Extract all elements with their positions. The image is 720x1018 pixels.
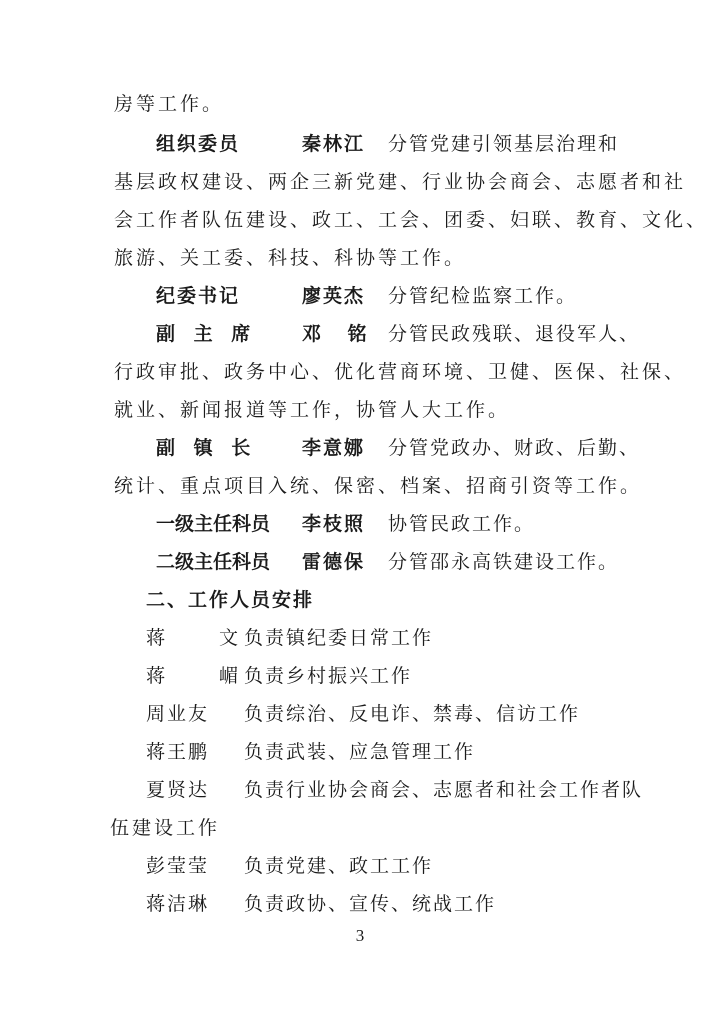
staff-name: 彭莹莹	[146, 855, 210, 877]
official-role: 副 镇 长	[156, 437, 257, 459]
official-name: 李意娜	[302, 437, 366, 459]
duty-continuation: 会工作者队伍建设、政工、工会、团委、妇联、教育、文化、	[114, 209, 709, 231]
duty-continuation: 基层政权建设、两企三新党建、行业协会商会、志愿者和社	[114, 171, 687, 193]
staff-name: 蒋 文	[146, 627, 263, 649]
official-duty: 分管党政办、财政、后勤、	[388, 437, 641, 459]
official-role: 副 主 席	[156, 323, 257, 345]
staff-duty: 负责镇纪委日常工作	[244, 627, 434, 649]
official-role: 一级主任科员	[156, 513, 271, 535]
official-name: 廖英杰	[302, 285, 366, 307]
official-duty: 分管纪检监察工作。	[388, 285, 578, 307]
duty-continuation: 行政审批、政务中心、优化营商环境、卫健、医保、社保、	[114, 361, 687, 383]
official-role: 组织委员	[156, 133, 241, 155]
official-name: 雷德保	[302, 551, 366, 573]
official-duty: 协管民政工作。	[388, 513, 536, 535]
official-name: 邓 铭	[302, 323, 377, 345]
staff-duty: 负责政协、宣传、统战工作	[244, 893, 497, 915]
official-role: 纪委书记	[156, 285, 241, 307]
official-role: 二级主任科员	[156, 551, 271, 573]
staff-duty: 负责乡村振兴工作	[244, 665, 413, 687]
official-name: 李枝照	[302, 513, 366, 535]
duty-continuation: 统计、重点项目入统、保密、档案、招商引资等工作。	[114, 475, 643, 497]
staff-name: 夏贤达	[146, 779, 210, 801]
official-name: 秦林江	[302, 133, 366, 155]
staff-duty: 负责综治、反电诈、禁毒、信访工作	[244, 703, 581, 725]
duty-continuation: 就业、新闻报道等工作，协管人大工作。	[114, 399, 511, 421]
staff-name: 蒋洁琳	[146, 893, 210, 915]
section-heading: 二、工作人员安排	[146, 589, 315, 611]
continuation-text: 房等工作。	[114, 93, 225, 115]
page-number: 3	[355, 926, 365, 945]
official-duty: 分管邵永高铁建设工作。	[388, 551, 620, 573]
staff-duty: 负责党建、政工工作	[244, 855, 434, 877]
official-duty: 分管党建引领基层治理和	[388, 133, 620, 155]
staff-name: 蒋 嵋	[146, 665, 263, 687]
staff-duty: 负责行业协会商会、志愿者和社会工作者队	[244, 779, 644, 801]
staff-duty-continuation: 伍建设工作	[110, 817, 221, 839]
duty-continuation: 旅游、关工委、科技、科协等工作。	[114, 247, 467, 269]
staff-name: 周业友	[146, 703, 210, 725]
official-duty: 分管民政残联、退役军人、	[388, 323, 641, 345]
staff-name: 蒋王鹏	[146, 741, 210, 763]
staff-duty: 负责武装、应急管理工作	[244, 741, 476, 763]
